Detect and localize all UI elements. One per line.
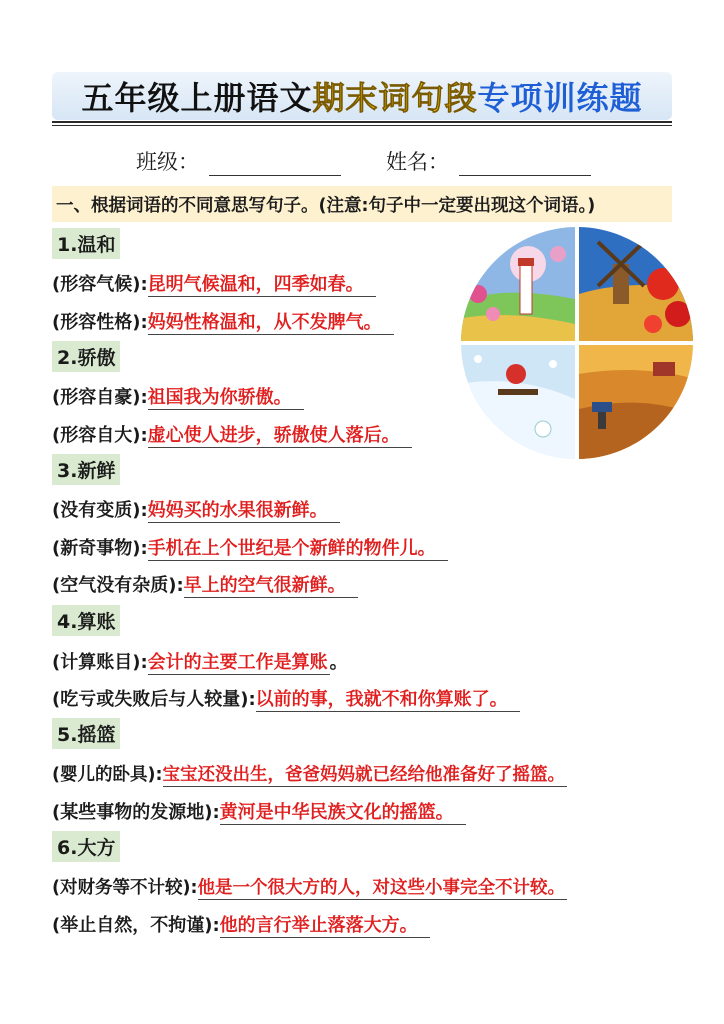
sentence-line	[52, 761, 567, 787]
answer-text: 昆明气候温和，四季如春。	[148, 270, 376, 297]
meaning-label: (形容性格):	[52, 312, 148, 333]
sentence-line	[52, 685, 520, 712]
meaning-label: (没有变质):	[52, 500, 148, 521]
word-label: 1.温和	[52, 228, 120, 259]
word-label: 5.摇篮	[52, 718, 120, 749]
word-label: 4.算账	[52, 605, 120, 636]
meaning-label: (计算账目):	[52, 652, 148, 673]
meaning-label: (举止自然，不拘谨):	[52, 915, 220, 936]
meaning-label: (形容自大):	[52, 425, 148, 446]
word-label: 3.新鲜	[52, 454, 120, 485]
sentence-line	[52, 496, 340, 523]
sentence-line	[52, 911, 430, 938]
answer-text: 祖国我为你骄傲。	[148, 383, 304, 410]
meaning-label: (新奇事物):	[52, 538, 148, 559]
answer-text: 手机在上个世纪是个新鲜的物件儿。	[148, 534, 448, 561]
word-label: 6.大方	[52, 831, 120, 862]
title-rule-thin	[52, 125, 672, 126]
page-title	[81, 73, 642, 119]
sentence-line	[52, 270, 376, 297]
answer-text: 会计的主要工作是算账	[148, 648, 330, 675]
title-part-1: 五年级上册语文	[81, 79, 313, 117]
sentence-line	[52, 571, 358, 598]
title-banner	[52, 72, 672, 120]
name-label: 姓名：	[386, 150, 449, 174]
answer-text: 他的言行举止落落大方。	[220, 911, 430, 938]
meaning-label: (婴儿的卧具):	[52, 765, 163, 785]
class-field	[136, 146, 341, 176]
answer-text: 妈妈买的水果很新鲜。	[148, 496, 340, 523]
sentence-line	[52, 798, 466, 825]
sentence-line	[52, 308, 394, 335]
answer-text: 黄河是中华民族文化的摇篮。	[220, 798, 466, 825]
meaning-label: (某些事物的发源地):	[52, 802, 220, 823]
class-label: 班级：	[136, 150, 199, 174]
answer-tail: 。	[329, 652, 348, 673]
four-seasons-icon	[458, 224, 696, 462]
title-part-2: 期末词句段	[312, 79, 478, 117]
word-label: 2.骄傲	[52, 341, 120, 372]
sentence-line	[52, 383, 304, 410]
answer-text: 妈妈性格温和，从不发脾气。	[148, 308, 394, 335]
answer-text: 宝宝还没出生，爸爸妈妈就已经给他准备好了摇篮。	[163, 761, 568, 787]
name-blank[interactable]	[459, 154, 591, 176]
sentence-line	[52, 534, 448, 561]
title-part-3: 专项训练题	[477, 79, 643, 117]
meaning-label: (形容气候):	[52, 274, 148, 295]
section-heading: 一、根据词语的不同意思写句子。(注意:句子中一定要出现这个词语。)	[52, 186, 672, 222]
sentence-line	[52, 874, 567, 900]
meaning-label: (吃亏或失败后与人较量):	[52, 689, 256, 710]
answer-text: 以前的事，我就不和你算账了。	[256, 685, 520, 712]
class-blank[interactable]	[209, 154, 341, 176]
answer-text: 他是一个很大方的人，对这些小事完全不计较。	[198, 874, 568, 900]
title-rule	[52, 121, 672, 123]
answer-text: 早上的空气很新鲜。	[184, 571, 358, 598]
meaning-label: (形容自豪):	[52, 387, 148, 408]
name-field	[386, 146, 591, 176]
sentence-line	[52, 421, 412, 448]
sentence-line	[52, 648, 348, 675]
answer-text: 虚心使人进步，骄傲使人落后。	[148, 421, 412, 448]
meaning-label: (对财务等不计较):	[52, 878, 198, 898]
meaning-label: (空气没有杂质):	[52, 575, 184, 596]
